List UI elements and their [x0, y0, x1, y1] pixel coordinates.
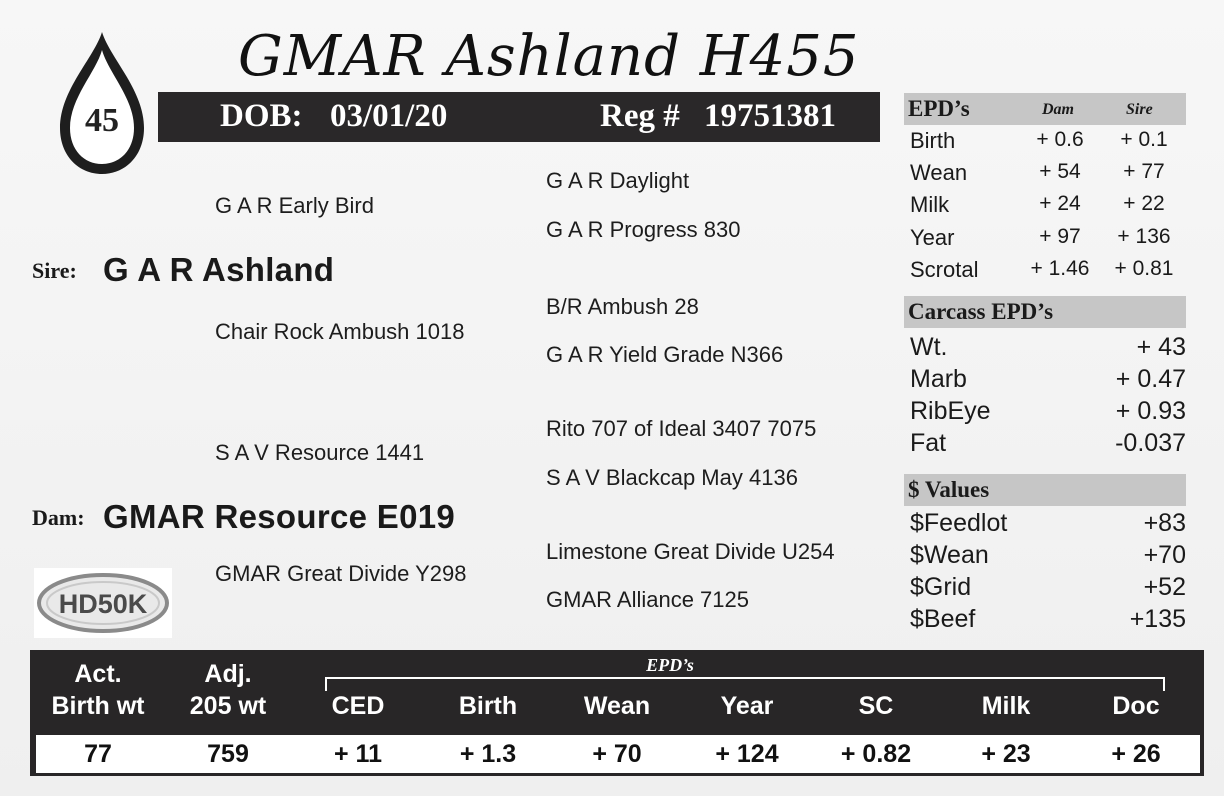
- perf-header-line2: Birth wt: [51, 692, 145, 720]
- pedigree-sire-sire: G A R Early Bird: [215, 193, 374, 218]
- perf-value-milk: + 23: [981, 740, 1031, 768]
- epd-row-birth: [904, 128, 1186, 160]
- pedigree-dam-sire: S A V Resource 1441: [215, 440, 425, 465]
- values-row-grid: [904, 573, 1186, 605]
- epd-row-sire: + 0.81: [1114, 257, 1174, 280]
- pedigree-dam-dam: GMAR Great Divide Y298: [215, 561, 467, 586]
- hd50k-badge-icon: [34, 568, 172, 638]
- pedigree-sire-sire-sire: G A R Daylight: [546, 168, 690, 193]
- carcass-row-fat: [904, 429, 1186, 461]
- pedigree-sire-sire-dam: G A R Progress 830: [546, 217, 741, 242]
- epd-row-dam: + 0.6: [1036, 128, 1084, 151]
- perf-value-doc: + 26: [1111, 740, 1161, 768]
- epd-row-label: Wean: [910, 160, 968, 185]
- epd-row-label: Birth: [910, 128, 956, 153]
- epd-row-label: Year: [910, 225, 955, 250]
- pedigree-sire: G A R Ashland: [103, 251, 335, 288]
- perf-header-year: Year: [720, 692, 774, 720]
- dob-reg-bar: [158, 92, 880, 142]
- pedigree-sire-dam-dam: G A R Yield Grade N366: [546, 342, 784, 367]
- perf-value-wean: + 70: [592, 740, 642, 768]
- perf-header-line1: Adj.: [204, 660, 252, 688]
- perf-value-year: + 124: [715, 740, 779, 768]
- carcass-row-label: Wt.: [910, 333, 948, 361]
- carcass-row-label: RibEye: [910, 397, 991, 425]
- epd-row-dam: + 97: [1039, 225, 1081, 248]
- perf-header-doc: Doc: [1112, 692, 1160, 720]
- pedigree-dam-dam-sire: Limestone Great Divide U254: [546, 539, 835, 564]
- perf-value-205-wt: 759: [207, 740, 249, 768]
- perf-header-birth: Birth: [458, 692, 518, 720]
- pedigree-dam-sire-sire: Rito 707 of Ideal 3407 7075: [546, 416, 817, 441]
- pedigree-dam-dam-dam: GMAR Alliance 7125: [546, 587, 749, 612]
- performance-epd-bracket: [325, 677, 1165, 691]
- carcass-row-label: Fat: [910, 429, 947, 457]
- carcass-panel-title: Carcass EPD’s: [908, 299, 1054, 324]
- epd-row-scrotal: [904, 257, 1186, 289]
- carcass-row-value: + 0.93: [1115, 397, 1186, 425]
- values-row-beef: [904, 605, 1186, 637]
- values-row-value: +135: [1129, 605, 1186, 633]
- pedigree-dam-sire-dam: S A V Blackcap May 4136: [546, 465, 798, 490]
- values-row-label: $Feedlot: [910, 509, 1008, 537]
- dob-value: 03/01/20: [330, 98, 448, 134]
- epd-panel-title: EPD’s: [908, 96, 970, 121]
- epd-row-milk: [904, 192, 1186, 224]
- carcass-row-value: + 0.47: [1115, 365, 1186, 393]
- values-row-value: +52: [1143, 573, 1186, 601]
- carcass-panel-header: [904, 296, 1186, 328]
- values-panel-header: [904, 474, 1186, 506]
- values-row-label: $Wean: [910, 541, 989, 569]
- hd50k-text: HD50K: [58, 589, 148, 619]
- carcass-row-value: -0.037: [1115, 429, 1186, 457]
- epd-dam-col: Dam: [1042, 101, 1074, 118]
- perf-header-line1: Act.: [74, 660, 122, 688]
- pedigree-dam: GMAR Resource E019: [103, 498, 456, 535]
- epd-row-label: Milk: [910, 192, 950, 217]
- values-row-wean: [904, 541, 1186, 573]
- values-row-value: +70: [1143, 541, 1186, 569]
- values-row-label: $Grid: [910, 573, 972, 601]
- perf-value-sc: + 0.82: [840, 740, 912, 768]
- epd-row-sire: + 136: [1117, 225, 1171, 248]
- epd-row-sire: + 22: [1123, 192, 1165, 215]
- lot-number: 45: [85, 102, 119, 139]
- perf-value-ced: + 11: [334, 740, 382, 768]
- values-panel-title: $ Values: [908, 477, 990, 502]
- epd-row-dam: + 54: [1039, 160, 1081, 183]
- reg-value: 19751381: [704, 98, 836, 134]
- animal-name: GMAR Ashland H455: [238, 24, 860, 89]
- carcass-row-label: Marb: [910, 365, 967, 393]
- epd-row-dam: + 1.46: [1030, 257, 1090, 280]
- perf-header-milk: Milk: [981, 692, 1031, 720]
- epd-row-wean: [904, 160, 1186, 192]
- pedigree-sire-dam-sire: B/R Ambush 28: [546, 294, 699, 319]
- perf-header-line2: 205 wt: [189, 692, 267, 720]
- perf-value-birth-wt: 77: [84, 740, 112, 768]
- performance-epd-group-label: EPD’s: [646, 655, 694, 675]
- dob-label: DOB:: [220, 98, 303, 134]
- perf-header-ced: CED: [331, 692, 385, 720]
- epd-row-sire: + 77: [1123, 160, 1165, 183]
- carcass-row-wt: [904, 333, 1186, 365]
- carcass-row-ribeye: [904, 397, 1186, 429]
- perf-header-wean: Wean: [583, 692, 651, 720]
- epd-panel-header: [904, 93, 1186, 125]
- values-row-label: $Beef: [910, 605, 976, 633]
- epd-sire-col: Sire: [1126, 101, 1153, 118]
- carcass-row-marb: [904, 365, 1186, 397]
- carcass-row-value: + 43: [1136, 333, 1186, 361]
- epd-row-label: Scrotal: [910, 257, 979, 282]
- perf-header-sc: SC: [858, 692, 894, 720]
- epd-row-sire: + 0.1: [1120, 128, 1168, 151]
- epd-row-year: [904, 225, 1186, 257]
- perf-value-birth: + 1.3: [459, 740, 517, 768]
- reg-label: Reg #: [600, 98, 680, 134]
- sire-label: Sire:: [32, 258, 77, 283]
- pedigree-sire-dam: Chair Rock Ambush 1018: [215, 319, 465, 344]
- epd-row-dam: + 24: [1039, 192, 1081, 215]
- values-row-value: +83: [1143, 509, 1186, 537]
- dam-label: Dam:: [32, 505, 85, 530]
- values-row-feedlot: [904, 509, 1186, 541]
